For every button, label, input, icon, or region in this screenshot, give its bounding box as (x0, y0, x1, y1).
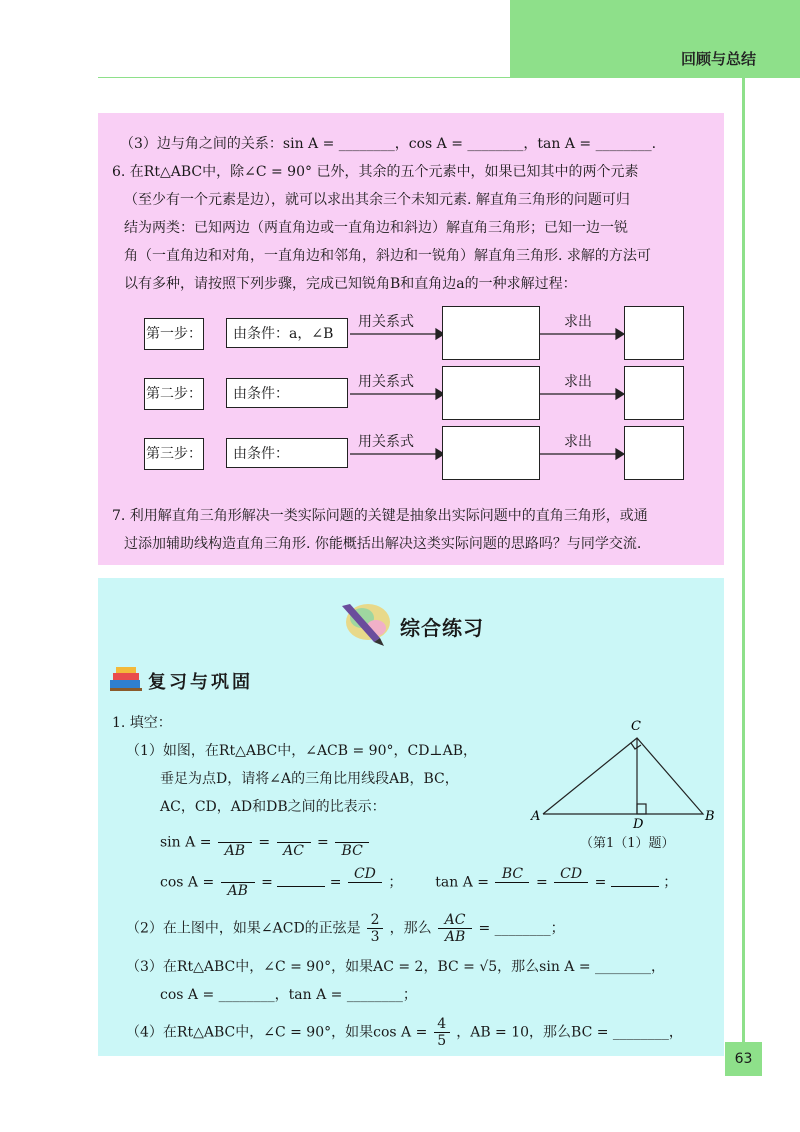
section-title: 综合练习 (400, 616, 484, 640)
sin-label: sin A = (160, 834, 212, 851)
cos-label: cos A = (160, 874, 215, 891)
review-item-6-line: 结为两类：已知两边（两直角边或一直角边和斜边）解直角三角形；已知一边一锐 (124, 220, 628, 236)
question-text: ，那么 (389, 920, 432, 937)
label-C: C (631, 719, 641, 734)
flow-answer-box (442, 426, 540, 480)
review-item-3: （3）边与角之间的关系：sin A = ________，cos A = ________，tan A = ________. (120, 136, 657, 152)
question-1-1-line: AC，CD，AD和DB之间的比表示： (160, 799, 386, 815)
equals-sign: = (258, 834, 271, 851)
answer-blank (611, 874, 659, 887)
flow-step-label: 第二步： (144, 378, 204, 410)
review-item-7-line: 过添加辅助线构造直角三角形. 你能概括出解决这类实际问题的思路吗？与同学交流. (124, 536, 642, 552)
equals-sign: = (535, 874, 548, 891)
flow-arrow-label: 求出 (564, 374, 592, 390)
flow-answer-box (442, 366, 540, 420)
answer-blank (277, 874, 325, 887)
numerator: CD (560, 866, 583, 882)
denominator: AC (283, 843, 304, 859)
question-1-1-line: 垂足为点D，请将∠A的三角比用线段AB，BC， (160, 771, 459, 787)
question-text: （2）在上图中，如果∠ACD的正弦是 (126, 920, 361, 937)
numerator: AC (444, 912, 466, 928)
flow-condition: 由条件： (226, 438, 348, 468)
flow-arrow-label: 求出 (564, 314, 592, 330)
review-item-6-line: 以有多种，请按照下列步骤，完成已知锐角B和直角边a的一种求解过程： (124, 276, 577, 292)
flow-arrow-label: 用关系式 (358, 314, 414, 330)
header-rule (98, 77, 510, 78)
label-D: D (633, 817, 644, 828)
review-panel (98, 113, 724, 565)
numerator: BC (501, 866, 524, 882)
denominator: 5 (437, 1033, 447, 1049)
question-1-2 (126, 912, 565, 945)
flow-arrow-label: 用关系式 (358, 374, 414, 390)
question-1-heading: 1. 填空： (112, 715, 172, 731)
flow-arrow-label: 用关系式 (358, 434, 414, 450)
flow-answer-box (624, 366, 684, 420)
subsection-title: 复习与巩固 (148, 672, 253, 693)
numerator: 2 (367, 912, 383, 929)
question-1-1-line: （1）如图，在Rt△ABC中，∠ACB = 90°，CD⊥AB， (126, 743, 477, 759)
figure-caption: （第1（1）题） (580, 836, 675, 851)
equals-sign: = (329, 874, 342, 891)
triangle-figure (525, 716, 725, 828)
label-A: A (531, 809, 541, 824)
equals-sign: = (316, 834, 329, 851)
flow-answer-box (624, 426, 684, 480)
numerator: 4 (434, 1016, 450, 1033)
denominator: AB (227, 883, 248, 899)
chapter-title: 回顾与总结 (680, 50, 756, 68)
sin-formula (160, 826, 371, 859)
question-text: ，AB = 10，那么BC = ________， (456, 1024, 683, 1041)
question-text: = ________； (478, 920, 565, 937)
cos-tan-formula (160, 866, 677, 899)
separator: ； (388, 874, 403, 891)
question-1-3-line: （3）在Rt△ABC中，∠C = 90°，如果AC = 2，BC = √5，那么sin A = ________， (126, 959, 666, 975)
denominator: AB (224, 843, 246, 859)
flow-answer-box (624, 306, 684, 360)
tan-label: tan A = (435, 874, 490, 891)
review-item-7-line: 7. 利用解直角三角形解决一类实际问题的关键是抽象出实际问题中的直角三角形，或通 (112, 508, 648, 524)
label-B: B (705, 809, 715, 824)
review-item-6-line: （至少有一个元素是边），就可以求出其余三个未知元素. 解直角三角形的问题可归 (124, 192, 630, 208)
numerator: CD (353, 866, 376, 882)
flow-arrow-label: 求出 (564, 434, 592, 450)
equals-sign: = (594, 874, 607, 891)
margin-rule (742, 78, 745, 1042)
question-1-4 (126, 1016, 683, 1049)
separator: ； (663, 874, 678, 891)
denominator: AB (444, 929, 466, 945)
books-icon (108, 664, 144, 694)
review-item-6-line: 6. 在Rt△ABC中，除∠C = 90° 已外，其余的五个元素中，如果已知其中的两个元素 (112, 164, 639, 180)
review-item-6-line: 角（一直角边和对角，一直角边和邻角，斜边和一锐角）解直角三角形. 求解的方法可 (124, 248, 651, 264)
chapter-tab (510, 0, 800, 78)
question-1-3-line: cos A = ________，tan A = ________； (160, 987, 417, 1003)
pencil-icon (336, 598, 394, 648)
equals-sign: = (261, 874, 273, 891)
denominator: BC (341, 843, 363, 859)
flow-condition: 由条件：a，∠B (226, 318, 348, 348)
flow-step-label: 第三步： (144, 438, 204, 470)
flow-condition: 由条件： (226, 378, 348, 408)
flow-answer-box (442, 306, 540, 360)
page-number: 63 (725, 1042, 762, 1076)
question-text: （4）在Rt△ABC中，∠C = 90°，如果cos A = (126, 1024, 428, 1041)
denominator: 3 (370, 929, 380, 945)
flow-step-label: 第一步： (144, 318, 204, 350)
